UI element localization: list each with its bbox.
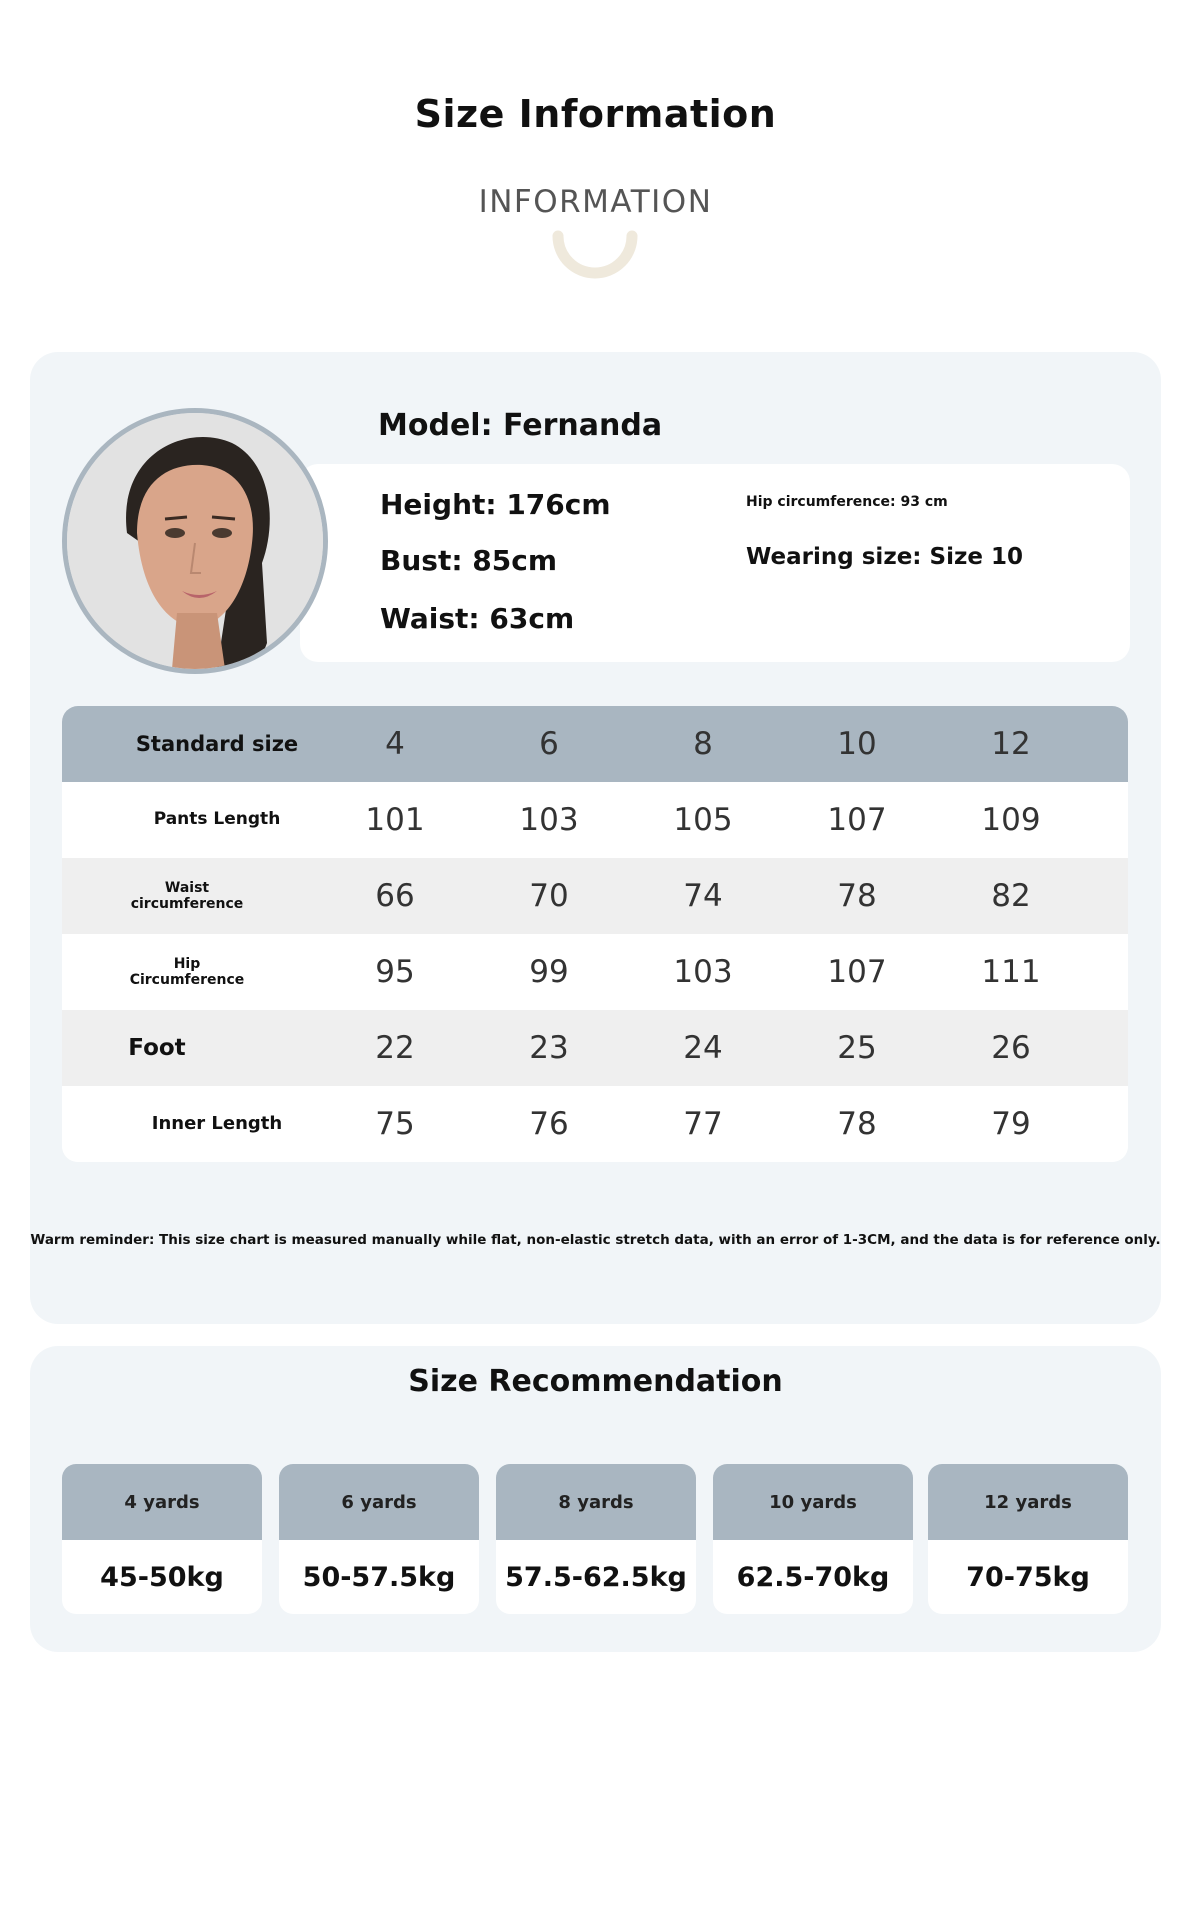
- table-row: [62, 1010, 1128, 1086]
- table-cell: 26: [991, 1030, 1031, 1066]
- table-header-row: [62, 706, 1128, 782]
- row-label: Hip Circumference: [129, 955, 245, 988]
- smile-arc-icon: [548, 228, 642, 282]
- size-header-cell: 4: [385, 726, 405, 762]
- size-header-cell: 8: [693, 726, 713, 762]
- model-hip: Hip circumference: 93 cm: [746, 494, 948, 510]
- recommendation-item: [713, 1464, 913, 1614]
- row-label: Waist circumference: [130, 879, 244, 912]
- size-header-cell: 10: [837, 726, 877, 762]
- table-cell: 103: [673, 954, 733, 990]
- table-cell: 78: [837, 1106, 877, 1142]
- row-label: Foot: [128, 1034, 186, 1061]
- table-cell: 95: [375, 954, 415, 990]
- table-cell: 99: [529, 954, 569, 990]
- model-bust: Bust: 85cm: [380, 544, 558, 577]
- recommendation-item: [496, 1464, 696, 1614]
- table-row: [62, 1086, 1128, 1162]
- table-cell: 23: [529, 1030, 569, 1066]
- table-cell: 24: [683, 1030, 723, 1066]
- model-portrait-icon: [67, 413, 323, 669]
- table-cell: 101: [365, 802, 425, 838]
- table-cell: 82: [991, 878, 1031, 914]
- recommendation-item: [279, 1464, 479, 1614]
- model-wearing-size: Wearing size: Size 10: [746, 544, 1023, 570]
- page-subtitle: INFORMATION: [478, 184, 713, 220]
- model-waist: Waist: 63cm: [380, 602, 575, 635]
- recommendation-size: 6 yards: [279, 1464, 479, 1540]
- table-cell: 107: [827, 954, 887, 990]
- recommendation-size: 4 yards: [62, 1464, 262, 1540]
- recommendation-weight: 45-50kg: [100, 1561, 224, 1593]
- table-row: [62, 858, 1128, 934]
- recommendation-item: [62, 1464, 262, 1614]
- table-cell: 107: [827, 802, 887, 838]
- table-row: [62, 934, 1128, 1010]
- recommendation-size: 12 yards: [928, 1464, 1128, 1540]
- recommendation-size: 8 yards: [496, 1464, 696, 1540]
- model-height: Height: 176cm: [380, 488, 611, 521]
- table-cell: 76: [529, 1106, 569, 1142]
- table-cell: 25: [837, 1030, 877, 1066]
- recommendation-item: [928, 1464, 1128, 1614]
- table-cell: 74: [683, 878, 723, 914]
- table-cell: 78: [837, 878, 877, 914]
- page-title: Size Information: [414, 92, 777, 136]
- table-cell: 109: [981, 802, 1041, 838]
- table-row: [62, 782, 1128, 858]
- table-cell: 105: [673, 802, 733, 838]
- table-cell: 70: [529, 878, 569, 914]
- table-cell: 111: [981, 954, 1041, 990]
- row-label: Pants Length: [153, 809, 281, 830]
- recommendation-size: 10 yards: [713, 1464, 913, 1540]
- recommendation-title: Size Recommendation: [408, 1364, 783, 1399]
- standard-size-label: Standard size: [135, 731, 299, 756]
- table-cell: 66: [375, 878, 415, 914]
- model-name: Model: Fernanda: [378, 408, 663, 443]
- recommendation-weight: 50-57.5kg: [302, 1561, 456, 1593]
- size-header-cell: 6: [539, 726, 559, 762]
- table-cell: 79: [991, 1106, 1031, 1142]
- size-chart-table: [62, 706, 1128, 1162]
- size-header-cell: 12: [991, 726, 1031, 762]
- row-label: Inner Length: [151, 1112, 283, 1134]
- recommendation-weight: 62.5-70kg: [736, 1561, 890, 1593]
- table-cell: 22: [375, 1030, 415, 1066]
- recommendation-weight: 57.5-62.5kg: [505, 1561, 687, 1593]
- model-avatar: [62, 408, 328, 674]
- table-cell: 103: [519, 802, 579, 838]
- table-cell: 77: [683, 1106, 723, 1142]
- recommendation-weight: 70-75kg: [966, 1561, 1090, 1593]
- warm-reminder-text: Warm reminder: This size chart is measured manually while flat, non-elastic stretch data, with an error of 1-3CM, and the data is for reference only.: [30, 1232, 1161, 1248]
- table-cell: 75: [375, 1106, 415, 1142]
